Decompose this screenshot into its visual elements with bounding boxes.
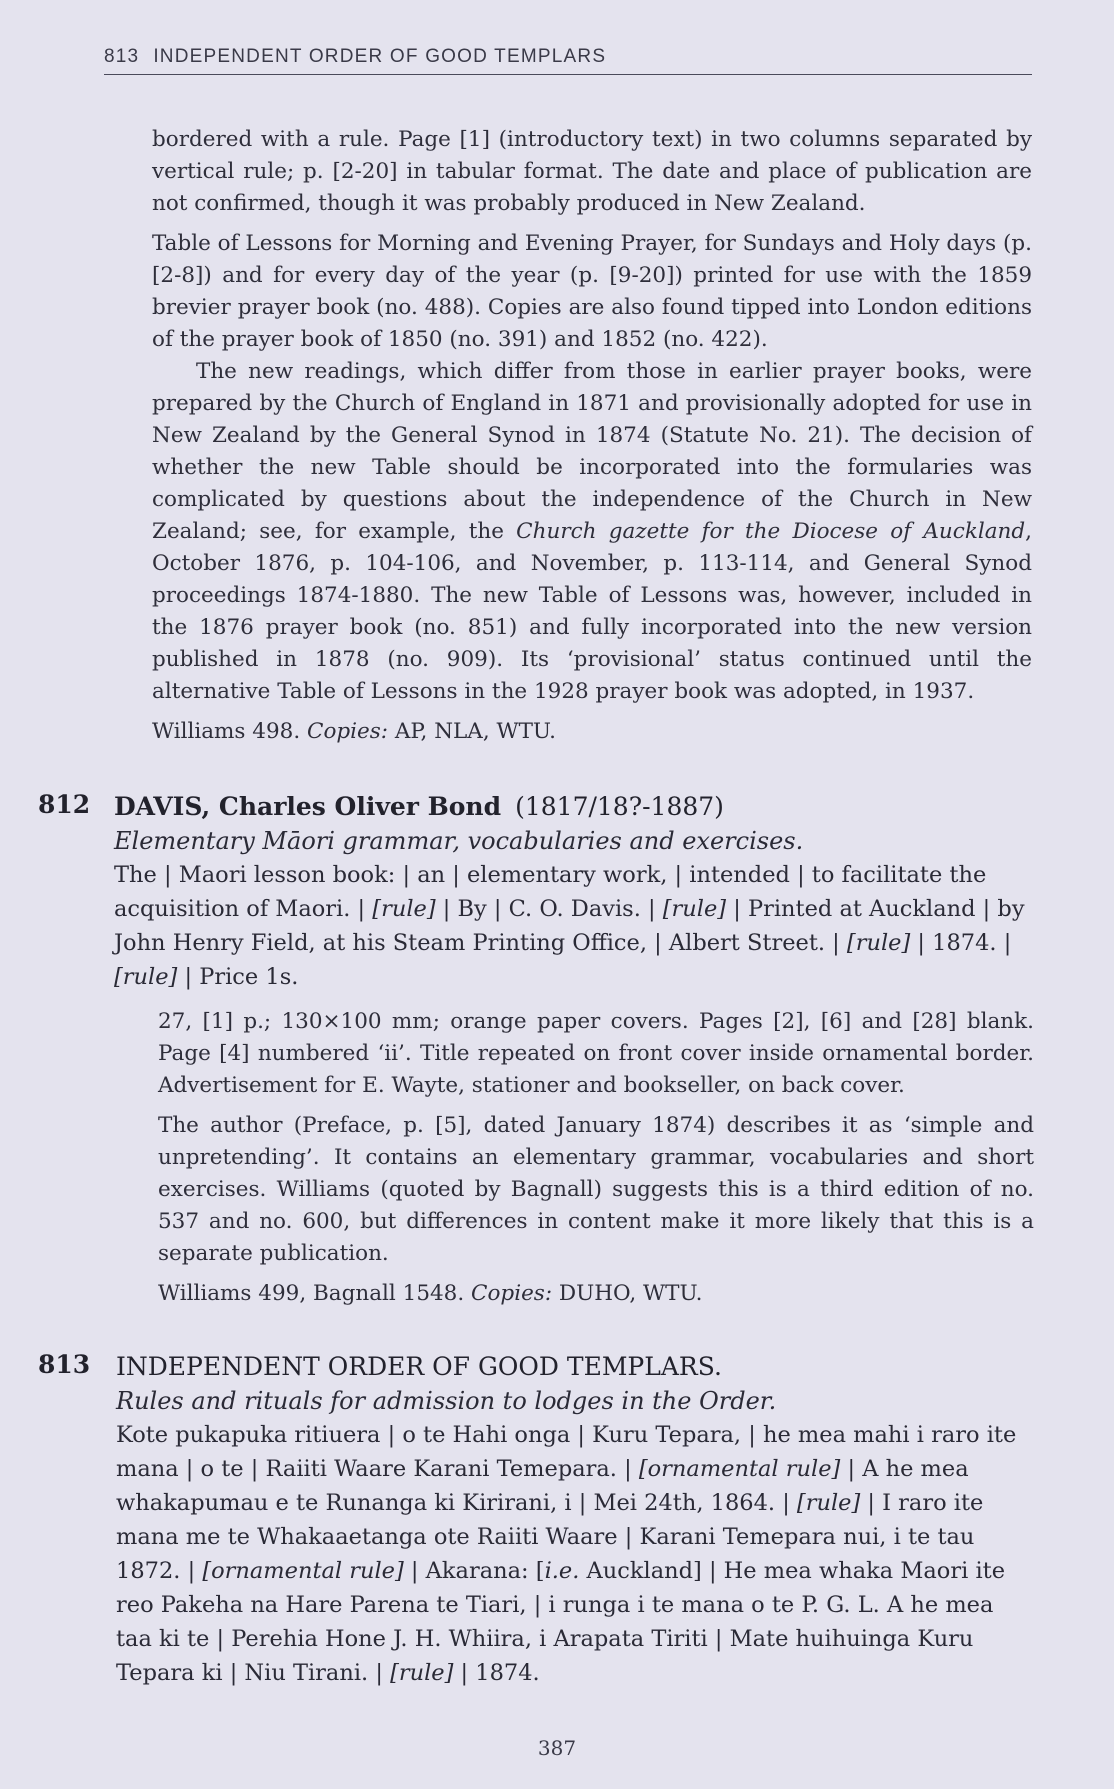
continuation-para-3 (152, 356, 1032, 708)
entry-813-transcription (116, 1418, 1034, 1690)
ref-copies-label: Copies: (307, 719, 389, 744)
t813-1: Kote pukapuka ritiuera | o te Hahi onga | Kuru Tepara, | he mea mahi i raro ite mana | o te | Raiiti Waare Karani Temepara. | (116, 1422, 1017, 1482)
t812-5: | Price 1s. (177, 964, 299, 990)
entry-812-dates: (1817/18?-1887) (515, 792, 724, 821)
para3-text-a: The new readings, which differ from those in earlier prayer books, were prepared by the Church of England in 1871 and provisionally adopted for use in New Zealand by the General Synod in 1874 (Statute No. 21). The decision of whether the new Table should be incorporated into the formularies was complicated by questions about the independence of the Church in New Zealand; see, for example, the (152, 359, 1032, 544)
entry-812-description: 27, [1] p.; 130×100 mm; orange paper covers. Pages [2], [6] and [28] blank. Page [4] numbered ‘ii’. Title repeated on front cover inside ornamental border. Advertisement for E. Wayte, stationer and bookseller, on back cover. (158, 1009, 1034, 1098)
t812-rule-2: [rule] (662, 896, 727, 922)
entry-number-812: 812 (38, 790, 91, 819)
entry-812-heading (114, 790, 1034, 824)
entry-813-heading (116, 1350, 1034, 1384)
t812-rule-3: [rule] (846, 930, 911, 956)
t813-3: | I raro ite mana me te Whakaaetanga ote Raiiti Waare | Karani Temepara nui, i te tau 1872. | (116, 1490, 984, 1584)
ref-text: Williams 498. (152, 719, 308, 744)
t813-5: Auckland] | He mea whaka Maori ite reo Pakeha na Hare Parena te Tiari, | i runga i te mana o te P. G. L. A he mea taa ki te | Perehia Hone J. H. Whiira, i Arapata Tiriti | Mate huihuinga Kuru Tepara ki | Niu Tirani. | (116, 1558, 1006, 1686)
ref812-copies: DUHO, WTU. (552, 1281, 703, 1306)
t813-6: | 1874. (453, 1660, 540, 1686)
entry-813-author: INDEPENDENT ORDER OF GOOD TEMPLARS (116, 1352, 714, 1381)
continuation-reference (152, 716, 1032, 748)
entry-812-title: Elementary Māori grammar, vocabularies and exercises. (114, 827, 804, 855)
entry-812-commentary: The author (Preface, p. [5], dated January 1874) describes it as ‘simple and unpretending’. It contains an elementary grammar, vocabularies and short exercises. Williams (quoted by Bagnall) suggests this is a third edition of no. 537 and no. 600, but differences in content make it more likely that this is a separate publication. (158, 1113, 1034, 1266)
t813-ie: i.e. (544, 1558, 580, 1584)
continuation-para-1: bordered with a rule. Page [1] (introductory text) in two columns separated by vertical rule; p. [2-20] in tabular format. The date and place of publication are not confirmed, though it was probably produced in New Zealand. (152, 127, 1032, 216)
running-head-number: 813 (104, 46, 140, 67)
t812-4: | 1874. | (910, 930, 1012, 956)
para3-text-b: , October 1876, p. 104-106, and November, p. 113-114, and General Synod proceedings 1874-1880. The new Table of Lessons was, however, included in the 1876 prayer book (no. 851) and fully incorporated into the new version published in 1878 (no. 909). Its ‘provisional’ status continued until the alternative Table of Lessons in the 1928 prayer book was adopted, in 1937. (152, 519, 1032, 704)
continuation-para-2: Table of Lessons for Morning and Evening Prayer, for Sundays and Holy days (p. [2-8]) and for every day of the year (p. [9-20]) printed for use with the 1859 brevier prayer book (no. 488). Copies are also found tipped into London editions of the prayer book of 1850 (no. 391) and 1852 (no. 422). (152, 231, 1032, 352)
entry-812-transcription (114, 858, 1034, 994)
ref812-copies-label: Copies: (471, 1281, 553, 1306)
t812-rule-1: [rule] (372, 896, 436, 922)
t812-2: | By | C. O. Davis. | (435, 896, 663, 922)
t812-3: | Printed at Auckland | by John Henry Field, at his Steam Printing Office, | Albert Street. | (114, 896, 1025, 956)
entry-812-reference (158, 1278, 1034, 1310)
entry-812 (114, 790, 1034, 994)
para3-italic-title: Church gazette for the Diocese of Auckland (516, 519, 1026, 544)
running-head (104, 46, 1032, 75)
t813-rule-2: [rule] (390, 1660, 454, 1686)
entry-number-813: 813 (38, 1350, 91, 1379)
t813-2: | A he mea whakapumau e te Runanga ki Kirirani, i | Mei 24th, 1864. | (116, 1456, 969, 1516)
entry-813-author-period: . (713, 1352, 722, 1381)
entry-813-title: Rules and rituals for admission to lodges in the Order. (116, 1387, 777, 1415)
t813-rule-1: [rule] (796, 1490, 861, 1516)
page-number: 387 (537, 1736, 577, 1760)
t813-orn-1: [ornamental rule] (638, 1456, 841, 1482)
entry-813 (116, 1350, 1034, 1690)
entry-812-notes (158, 1006, 1034, 1310)
ref812-text: Williams 499, Bagnall 1548. (158, 1281, 472, 1306)
t812-rule-4: [rule] (114, 964, 178, 990)
ref-copies: AP, NLA, WTU. (388, 719, 556, 744)
continuation-block (152, 124, 1032, 748)
entry-812-author: DAVIS, Charles Oliver Bond (114, 792, 502, 821)
t812-1: The | Maori lesson book: | an | elementary work, | intended | to facilitate the acquisition of Maori. | (114, 862, 987, 922)
t813-4: | Akarana: [ (403, 1558, 545, 1584)
running-head-title: INDEPENDENT ORDER OF GOOD TEMPLARS (153, 46, 607, 67)
t813-orn-2: [ornamental rule] (202, 1558, 404, 1584)
